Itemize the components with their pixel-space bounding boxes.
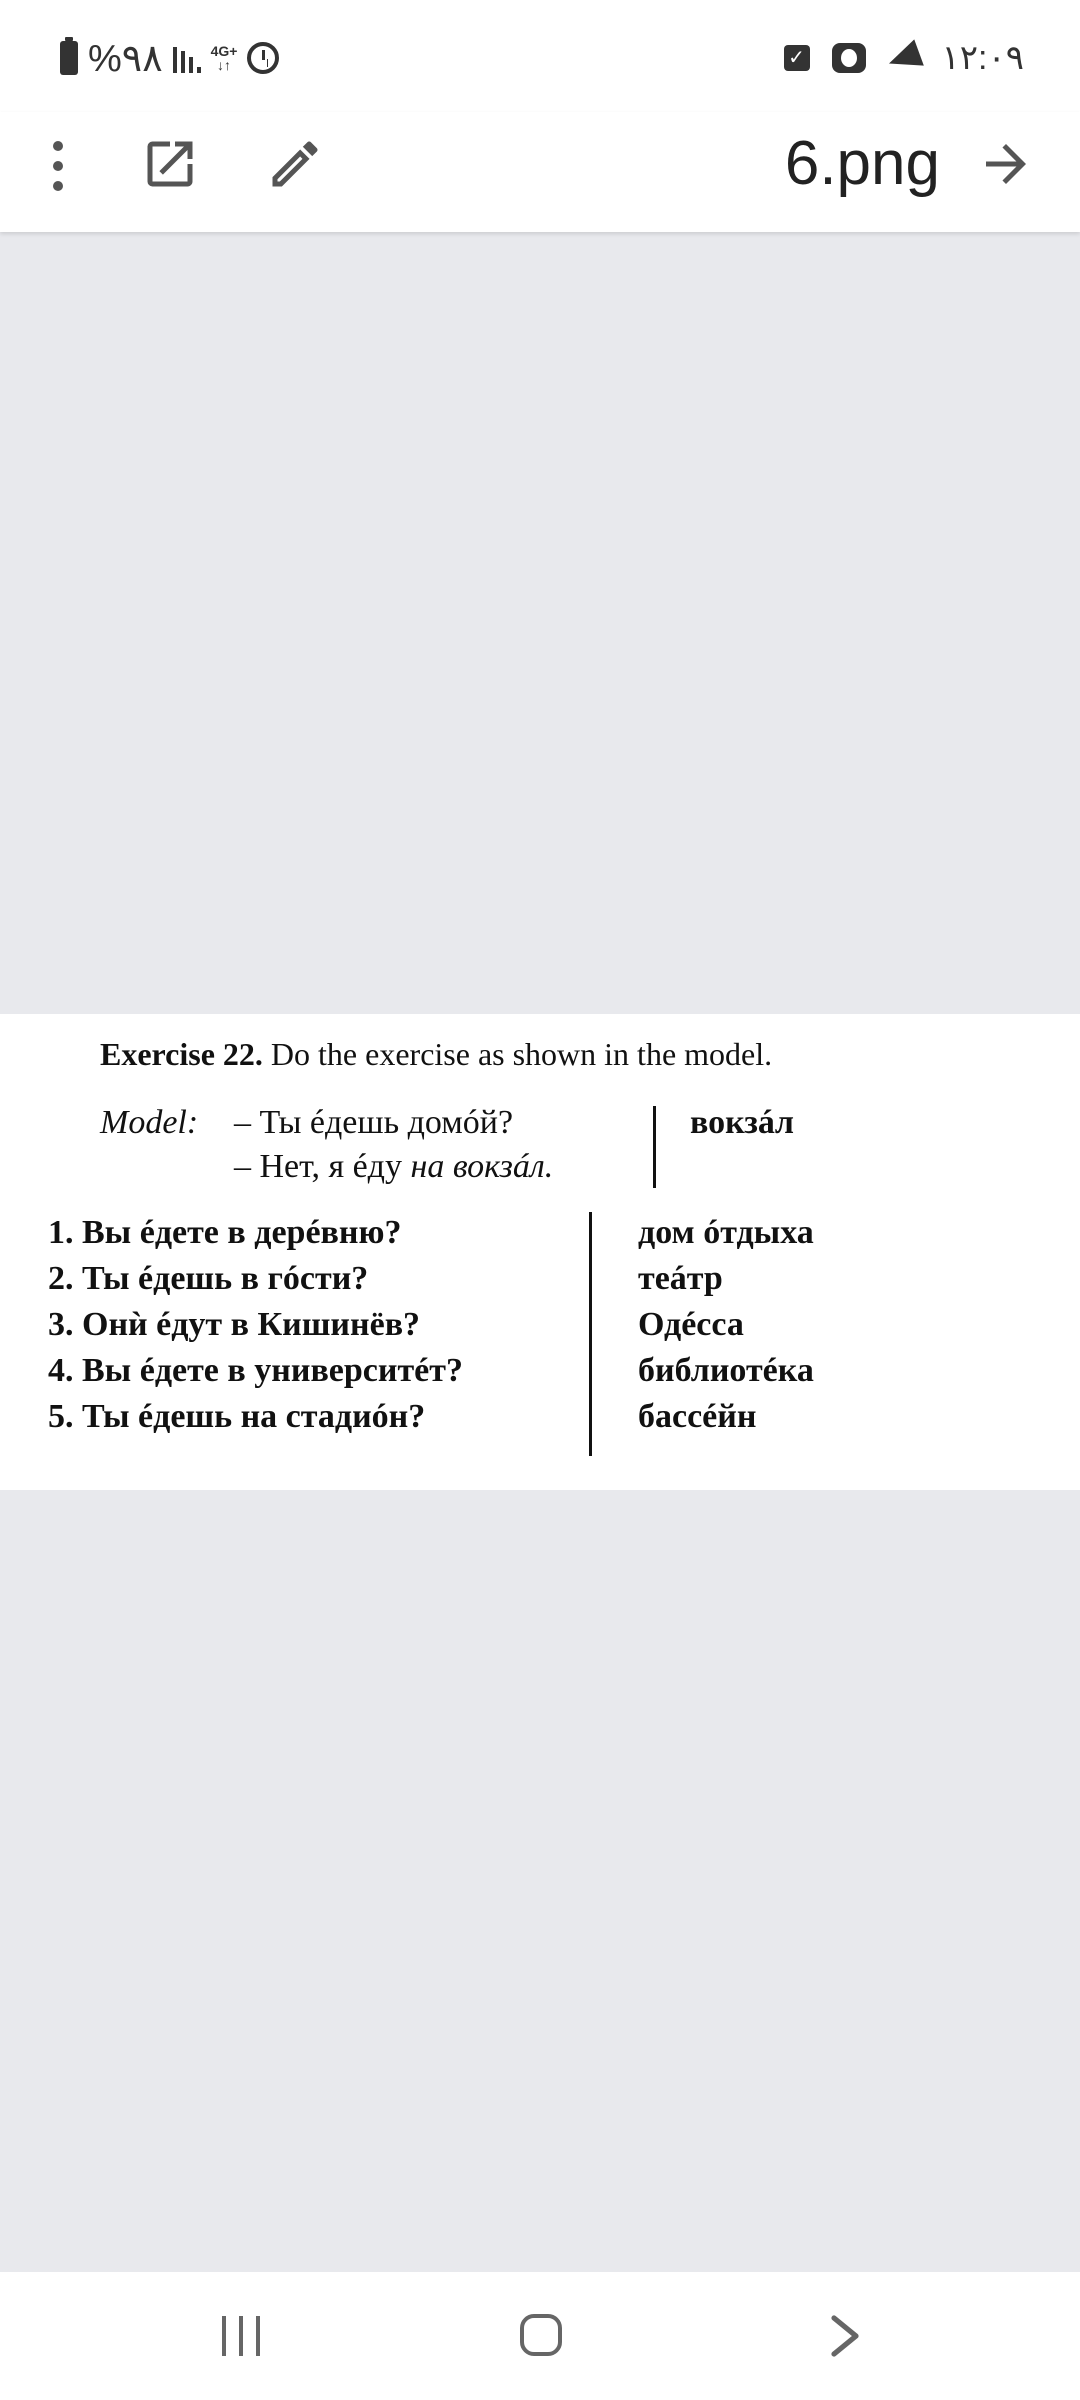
model-question: – Ты éдешь домóй? — [234, 1104, 514, 1141]
exercise-heading — [100, 1036, 772, 1073]
list-item: Одéсса — [638, 1306, 744, 1343]
check-notification-icon: ✓ — [784, 45, 810, 71]
model-answer-prefix: – Нет, я éду — [234, 1148, 402, 1185]
more-vert-icon[interactable] — [48, 136, 68, 196]
status-bar — [0, 0, 1080, 112]
list-item: теáтр — [638, 1260, 723, 1297]
alarm-icon — [247, 42, 279, 74]
model-answer-italic: на вокзáл. — [410, 1148, 554, 1185]
status-time: ١٢:٠٩ — [941, 39, 1024, 77]
recents-icon[interactable] — [222, 2316, 260, 2356]
question-list — [48, 1210, 463, 1440]
open-in-new-icon[interactable] — [140, 134, 200, 194]
list-item: 5. Ты éдешь на стадиóн? — [48, 1398, 426, 1435]
arrow-forward-icon[interactable] — [976, 134, 1036, 194]
list-item: бассéйн — [638, 1398, 757, 1435]
signal-icon — [173, 43, 201, 73]
app-toolbar — [0, 112, 1080, 232]
file-title: 6.png — [784, 129, 940, 198]
back-icon[interactable] — [826, 2314, 866, 2358]
model-label: Model: — [100, 1104, 199, 1141]
status-right — [784, 34, 1025, 82]
list-item: 2. Ты éдешь в гóсти? — [48, 1260, 369, 1297]
network-4g-icon: 4G+ ↓↑ — [210, 43, 238, 73]
edit-pencil-icon[interactable] — [265, 134, 325, 194]
displayed-image[interactable] — [0, 1014, 1080, 1490]
model-cue: вокзáл — [690, 1104, 795, 1141]
model-answer — [234, 1148, 553, 1186]
youtube-icon — [832, 43, 866, 73]
status-left — [60, 34, 279, 82]
battery-percent: %٩٨ — [88, 37, 163, 80]
home-icon[interactable] — [520, 2314, 562, 2356]
battery-icon — [60, 41, 78, 75]
exercise-instruction: Do the exercise as shown in the model. — [270, 1036, 773, 1072]
list-divider — [589, 1212, 592, 1456]
list-item: 3. Онѝ éдут в Кишинёв? — [48, 1306, 421, 1343]
list-item: 4. Вы éдете в университéт? — [48, 1352, 463, 1389]
list-item: библиотéка — [638, 1352, 814, 1389]
telegram-icon — [884, 39, 924, 76]
navigation-bar — [0, 2272, 1080, 2400]
list-item: 1. Вы éдете в дерéвню? — [48, 1214, 402, 1251]
exercise-number: Exercise 22. — [100, 1036, 263, 1072]
model-divider — [653, 1106, 656, 1188]
list-item: дом óтдыха — [638, 1214, 814, 1251]
cue-list — [638, 1210, 814, 1440]
